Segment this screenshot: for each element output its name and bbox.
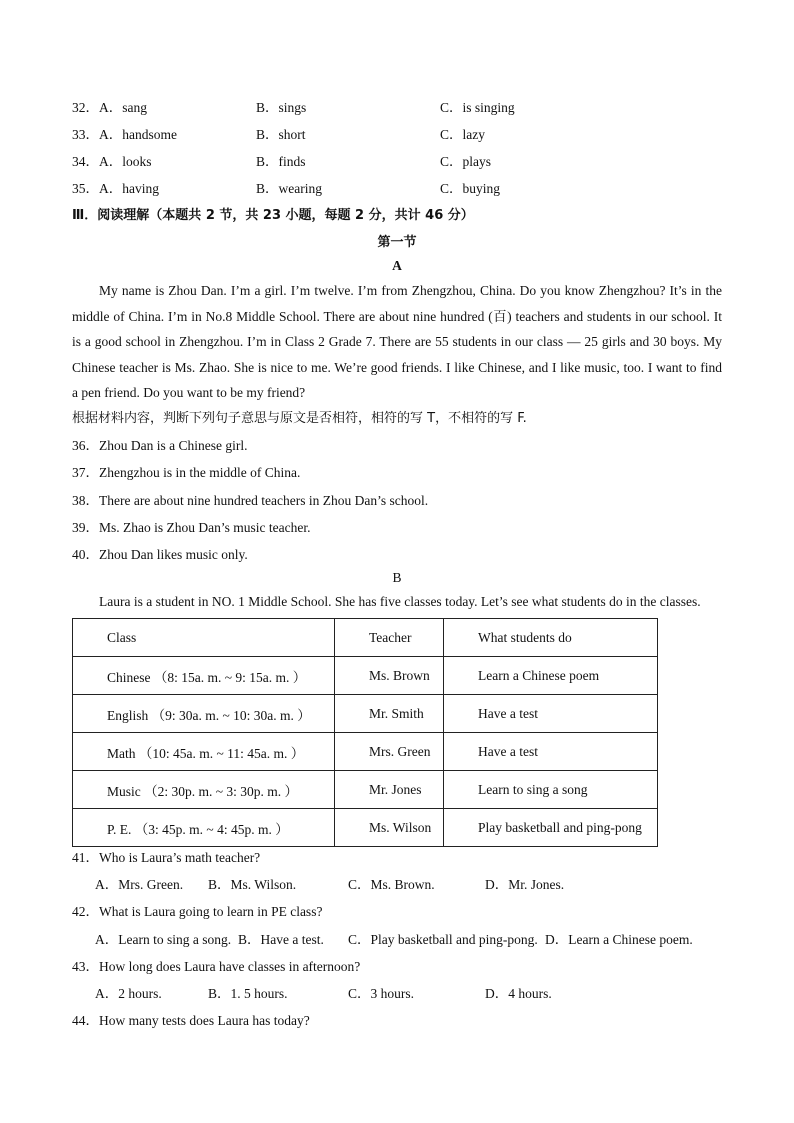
passage-a-text: My name is Zhou Dan. I’m a girl. I’m twelve. I’m from Zhengzhou, China. Do you know Zhengzhou? It’s in the middle of China. I’m in No.8 Middle School. There are about nine hundred (百) teachers and students in our school. It is a good school in Zhengzhou. I’m in Class 2 Grade 7. There are 55 students in our class — 25 girls and 30 boys. My Chinese teacher is Ms. Zhao. She is nice to me. We’re good friends. I like Chinese, and I like music, too. I want to find a pen friend. Do you want to be my friend? bbox=[72, 283, 722, 400]
part-title: 第一节 bbox=[377, 235, 417, 250]
passage-a-label: A bbox=[392, 258, 402, 273]
choice-row-34 bbox=[72, 150, 732, 170]
choice-c: C．plays bbox=[440, 154, 492, 169]
table-row bbox=[73, 695, 658, 733]
cell-teacher: Ms. Brown bbox=[335, 657, 444, 695]
question-43: 43．How long does Laura have classes in afternoon? bbox=[72, 959, 361, 974]
question-41: 41．Who is Laura’s math teacher? bbox=[72, 850, 261, 865]
table-row bbox=[73, 657, 658, 695]
option-b: B．Ms. Wilson. bbox=[208, 877, 297, 892]
choice-c: C．buying bbox=[440, 181, 501, 196]
cell-teacher: Ms. Wilson bbox=[335, 809, 444, 847]
choice-b: B．finds bbox=[256, 154, 306, 169]
header-teacher: Teacher bbox=[335, 619, 444, 657]
option-a: A．2 hours. bbox=[95, 986, 162, 1001]
choice-b: B．short bbox=[256, 127, 306, 142]
choice-b: B．wearing bbox=[256, 181, 322, 196]
choice-row-35 bbox=[72, 177, 732, 197]
question-42: 42．What is Laura going to learn in PE class? bbox=[72, 904, 323, 919]
statement-40: 40．Zhou Dan likes music only. bbox=[72, 547, 248, 562]
choice-a: 32．A．sang bbox=[72, 100, 147, 115]
header-class: Class bbox=[73, 619, 335, 657]
option-a: A．Learn to sing a song. bbox=[95, 932, 232, 947]
option-a: A．Mrs. Green. bbox=[95, 877, 184, 892]
cell-activity: Learn a Chinese poem bbox=[444, 657, 658, 695]
table-header-row bbox=[73, 619, 658, 657]
cell-activity: Learn to sing a song bbox=[444, 771, 658, 809]
choice-c: C．lazy bbox=[440, 127, 485, 142]
question-44: 44．How many tests does Laura has today? bbox=[72, 1013, 310, 1028]
passage-b-intro: Laura is a student in NO. 1 Middle School. She has five classes today. Let’s see what students do in the classes. bbox=[99, 594, 701, 609]
option-c: C．3 hours. bbox=[348, 986, 415, 1001]
passage-b-label: B bbox=[392, 570, 402, 585]
choice-b: B．sings bbox=[256, 100, 307, 115]
statement-39: 39．Ms. Zhao is Zhou Dan’s music teacher. bbox=[72, 520, 311, 535]
cell-teacher: Mrs. Green bbox=[335, 733, 444, 771]
statement-37: 37．Zhengzhou is in the middle of China. bbox=[72, 465, 301, 480]
passage-a-instruction: 根据材料内容，判断下列句子意思与原文是否相符，相符的写 T，不相符的写 F. bbox=[72, 411, 527, 426]
cell-activity: Have a test bbox=[444, 695, 658, 733]
choice-c: C．is singing bbox=[440, 100, 515, 115]
option-d: D．Mr. Jones. bbox=[485, 877, 565, 892]
cell-teacher: Mr. Smith bbox=[335, 695, 444, 733]
header-activity: What students do bbox=[444, 619, 658, 657]
cell-activity: Have a test bbox=[444, 733, 658, 771]
cell-class: Music （2: 30p. m. ~ 3: 30p. m. ） bbox=[73, 771, 335, 809]
cell-class: Chinese （8: 15a. m. ~ 9: 15a. m. ） bbox=[73, 657, 335, 695]
choice-a: 33．A．handsome bbox=[72, 127, 177, 142]
option-b: B．1. 5 hours. bbox=[208, 986, 288, 1001]
option-c: C．Play basketball and ping-pong. bbox=[348, 932, 538, 947]
table-row bbox=[73, 809, 658, 847]
option-c: C．Ms. Brown. bbox=[348, 877, 435, 892]
choice-a: 35．A．having bbox=[72, 181, 159, 196]
statement-38: 38．There are about nine hundred teachers in Zhou Dan’s school. bbox=[72, 493, 429, 508]
cell-teacher: Mr. Jones bbox=[335, 771, 444, 809]
cell-class: Math （10: 45a. m. ~ 11: 45a. m. ） bbox=[73, 733, 335, 771]
option-d: D．4 hours. bbox=[485, 986, 552, 1001]
table-row bbox=[73, 733, 658, 771]
cell-class: English （9: 30a. m. ~ 10: 30a. m. ） bbox=[73, 695, 335, 733]
statement-36: 36．Zhou Dan is a Chinese girl. bbox=[72, 438, 248, 453]
option-b: B．Have a test. bbox=[238, 932, 324, 947]
table-row bbox=[73, 771, 658, 809]
choice-row-32 bbox=[72, 96, 732, 116]
schedule-table bbox=[72, 618, 658, 847]
option-d: D．Learn a Chinese poem. bbox=[545, 932, 693, 947]
choice-a: 34．A．looks bbox=[72, 154, 152, 169]
choice-row-33 bbox=[72, 123, 732, 143]
cell-activity: Play basketball and ping-pong bbox=[444, 809, 658, 847]
cell-class: P. E. （3: 45p. m. ~ 4: 45p. m. ） bbox=[73, 809, 335, 847]
section-heading: Ⅲ．阅读理解（本题共 2 节，共 23 小题，每题 2 分，共计 46 分） bbox=[72, 208, 474, 223]
